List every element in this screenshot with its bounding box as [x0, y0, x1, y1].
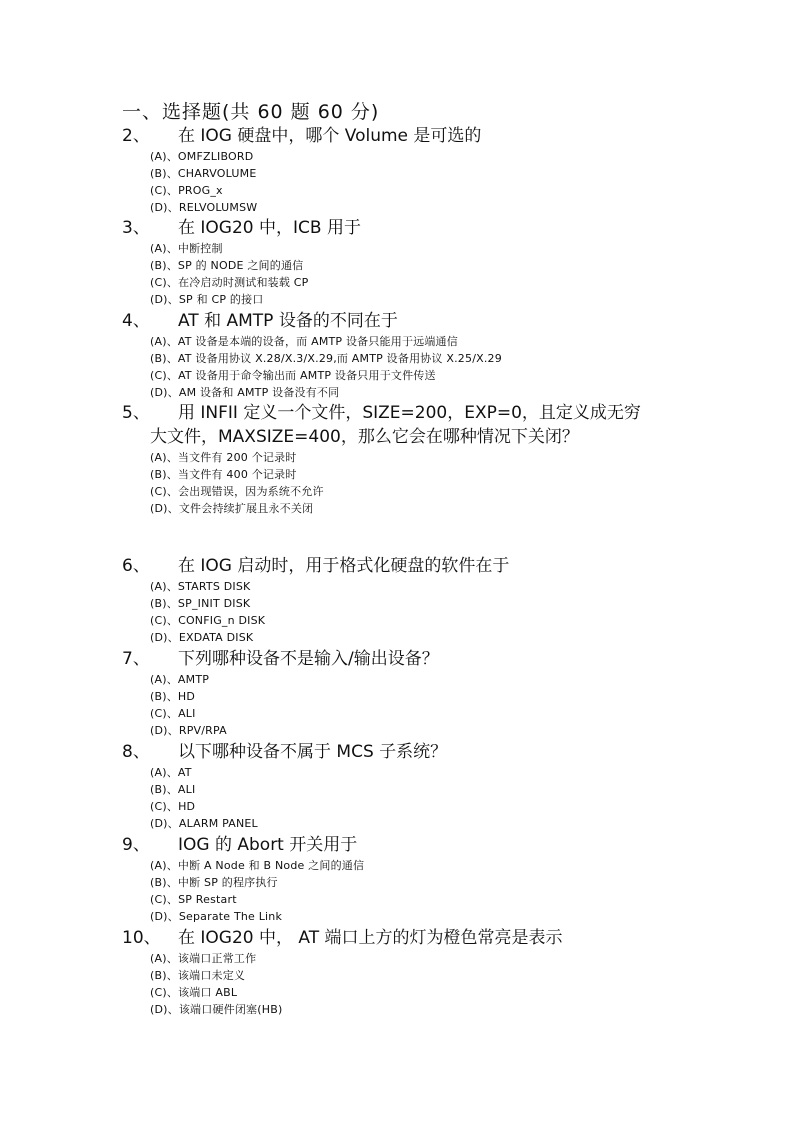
question-text: 在 IOG20 中，ICB 用于 [178, 218, 361, 238]
question-4 [122, 309, 722, 401]
question-5 [122, 401, 722, 517]
question-number: 9、 [122, 835, 150, 855]
question-text: IOG 的 Abort 开关用于 [178, 835, 358, 855]
option-a: (A)、OMFZLIBORD [150, 150, 254, 163]
question-number: 6、 [122, 556, 150, 576]
question-3 [122, 216, 722, 308]
option-b: (B)、SP 的 NODE 之间的通信 [150, 259, 304, 272]
option-b: (B)、SP_INIT DISK [150, 597, 251, 610]
option-d: (D)、ALARM PANEL [150, 817, 258, 830]
option-c: (C)、会出现错误，因为系统不允许 [150, 485, 324, 498]
question-6 [122, 554, 722, 646]
question-number: 8、 [122, 742, 150, 762]
option-a: (A)、STARTS DISK [150, 580, 251, 593]
option-d: (D)、EXDATA DISK [150, 631, 254, 644]
section-title: 一、选择题(共 60 题 60 分) [122, 101, 380, 123]
option-d: (D)、文件会持续扩展且永不关闭 [150, 502, 314, 515]
question-text: 用 INFII 定义一个文件，SIZE=200，EXP=0，且定义成无穷 [178, 403, 641, 423]
option-c: (C)、在冷启动时测试和装载 CP [150, 276, 309, 289]
option-a: (A)、该端口正常工作 [150, 952, 257, 965]
option-d: (D)、SP 和 CP 的接口 [150, 293, 264, 306]
option-a: (A)、中断控制 [150, 242, 223, 255]
option-c: (C)、该端口 ABL [150, 986, 238, 999]
question-text: 在 IOG 启动时，用于格式化硬盘的软件在于 [178, 556, 510, 576]
question-number: 10、 [122, 928, 161, 948]
option-d: (D)、Separate The Link [150, 910, 283, 923]
option-a: (A)、AT 设备是本端的设备，而 AMTP 设备只能用于远端通信 [150, 335, 458, 348]
question-text: 在 IOG 硬盘中，哪个 Volume 是可选的 [178, 126, 482, 146]
option-d: (D)、该端口硬件闭塞(HB) [150, 1003, 283, 1016]
option-c: (C)、HD [150, 800, 196, 813]
option-a: (A)、中断 A Node 和 B Node 之间的通信 [150, 859, 365, 872]
question-number: 5、 [122, 403, 150, 423]
option-c: (C)、CONFIG_n DISK [150, 614, 266, 627]
question-number: 3、 [122, 218, 150, 238]
question-8 [122, 740, 722, 832]
option-c: (C)、AT 设备用于命令输出而 AMTP 设备只用于文件传送 [150, 369, 436, 382]
question-text: 下列哪种设备不是输入/输出设备？ [178, 649, 439, 669]
option-d: (D)、AM 设备和 AMTP 设备没有不同 [150, 386, 340, 399]
question-text: AT 和 AMTP 设备的不同在于 [178, 311, 398, 331]
option-b: (B)、中断 SP 的程序执行 [150, 876, 278, 889]
option-c: (C)、ALI [150, 707, 196, 720]
question-2 [122, 124, 722, 216]
option-b: (B)、ALI [150, 783, 196, 796]
option-a: (A)、AMTP [150, 673, 210, 686]
question-number: 2、 [122, 126, 150, 146]
option-d: (D)、RELVOLUMSW [150, 201, 258, 214]
question-text: 在 IOG20 中， AT 端口上方的灯为橙色常亮是表示 [178, 928, 563, 948]
option-c: (C)、PROG_x [150, 184, 223, 197]
question-text: 以下哪种设备不属于 MCS 子系统？ [178, 742, 448, 762]
option-b: (B)、该端口未定义 [150, 969, 246, 982]
option-c: (C)、SP Restart [150, 893, 237, 906]
option-a: (A)、当文件有 200 个记录时 [150, 451, 297, 464]
option-d: (D)、RPV/RPA [150, 724, 227, 737]
option-b: (B)、当文件有 400 个记录时 [150, 468, 297, 481]
question-text-continued: 大文件，MAXSIZE=400，那么它会在哪种情况下关闭？ [150, 427, 579, 447]
question-10 [122, 926, 722, 1018]
question-number: 7、 [122, 649, 150, 669]
question-number: 4、 [122, 311, 150, 331]
question-7 [122, 647, 722, 739]
option-a: (A)、AT [150, 766, 192, 779]
question-9 [122, 833, 722, 925]
option-b: (B)、AT 设备用协议 X.28/X.3/X.29,而 AMTP 设备用协议 X.25/X.29 [150, 352, 502, 365]
option-b: (B)、CHARVOLUME [150, 167, 257, 180]
option-b: (B)、HD [150, 690, 196, 703]
